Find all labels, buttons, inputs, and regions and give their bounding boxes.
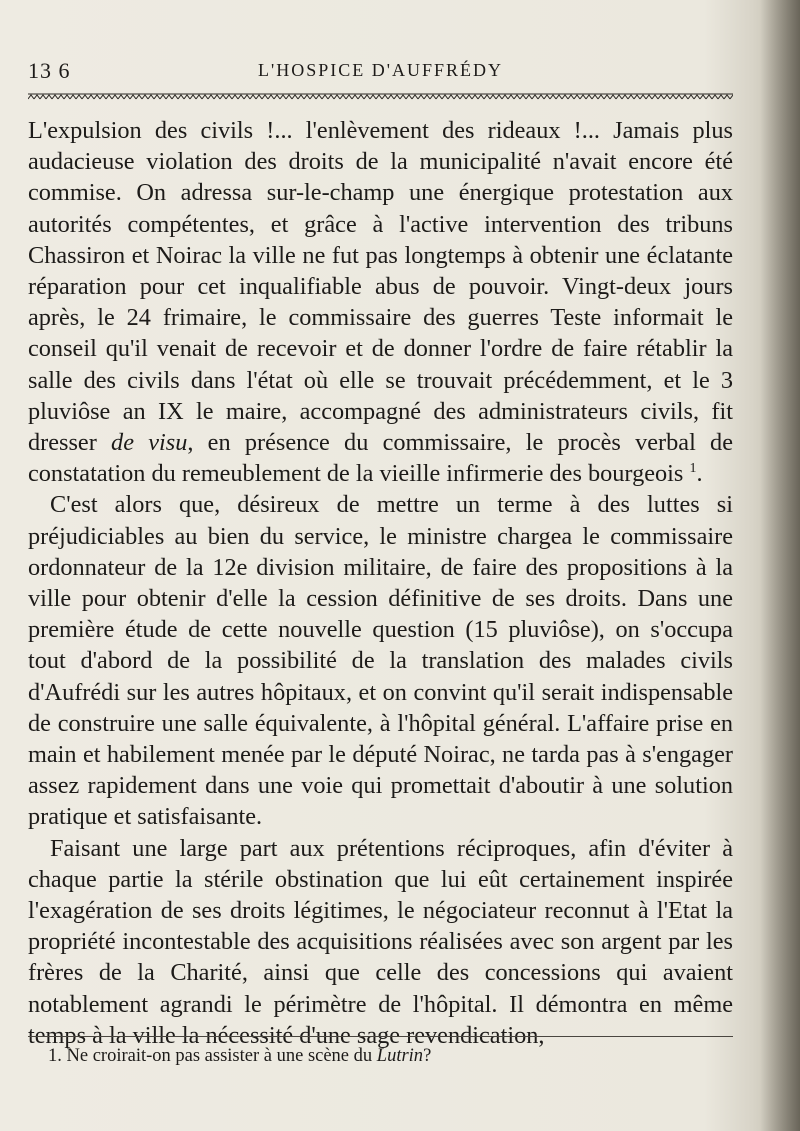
paragraph-1	[28, 115, 733, 489]
footnote-text: Ne croirait-on pas assister à une scène du	[66, 1046, 377, 1066]
p1-end: .	[696, 460, 703, 488]
footnote	[48, 1044, 728, 1068]
paragraph-3: Faisant une large part aux prétentions réciproques, afin d'éviter à chaque partie la stérile obstination que lui eût certainement inspirée l'exagération de ses droits légitimes, le négociateur reconnut à l'Etat la propriété incontestable des acquisitions réalisées avec son argent par les frères de la Charité, ainsi que celle des concessions qui avaient notablement agrandi le périmètre de l'hôpital. Il démontra en même temps à la ville la nécessité d'une sage revendication,	[28, 834, 733, 1049]
footnote-divider	[28, 1036, 733, 1037]
page-header	[28, 58, 733, 88]
p1-italic: de visu	[111, 429, 188, 457]
binding-shadow	[760, 0, 800, 1131]
p1-text-cont: , en présence du commissaire, le procès verbal de constatation du remeublement de la vieille infirmerie des bourgeois	[28, 429, 733, 488]
running-title: L'HOSPICE D'AUFFRÉDY	[257, 60, 503, 80]
footnote-marker: 1.	[48, 1046, 62, 1066]
header-ornamental-rule	[28, 93, 733, 103]
p1-text: L'expulsion des civils !... l'enlèvement des rideaux !... Jamais plus audacieuse violation des droits de la municipalité n'avait encore été commise. On adressa sur-le-champ une énergique protestation aux autorités compétentes, et grâce à l'active intervention des tribuns Chassiron et Noirac la ville ne fut pas longtemps à obtenir une éclatante réparation pour cet inqualifiable abus de pouvoir. Vingt-deux jours après, le 24 frimaire, le commissaire des guerres Teste informait le conseil qu'il venait de recevoir et de donner l'ordre de faire rétablir la salle des civils dans l'état où elle se trouvait précédemment, et le 3 pluviôse an IX le maire, accompagné des administrateurs civils, fit dresser	[28, 117, 733, 457]
footnote-text-end: ?	[423, 1046, 432, 1066]
page-number: 13 6	[28, 58, 71, 83]
body-text	[28, 115, 733, 1051]
footnote-reference[interactable]: 1	[689, 461, 697, 477]
paragraph-2: C'est alors que, désireux de mettre un terme à des luttes si préjudiciables au bien du service, le ministre chargea le commissaire ordonnateur de la 12e division militaire, de faire des propositions à la ville pour obtenir d'elle la cession définitive de ses droits. Dans une première étude de cette nouvelle question (15 pluviôse), on s'occupa tout d'abord de la possibilité de la translation des malades civils d'Aufrédi sur les autres hôpitaux, et on convint qu'il serait indispensable de construire une salle équivalente, à l'hôpital général. L'affaire prise en main et habilement menée par le député Noirac, ne tarda pas à s'engager assez rapidement dans une voie qui promettait d'aboutir à une solution pratique et satisfaisante.	[28, 491, 733, 831]
footnote-italic: Lutrin	[376, 1046, 424, 1066]
